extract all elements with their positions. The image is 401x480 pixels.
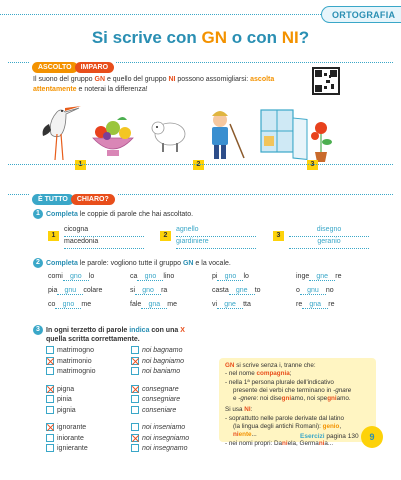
checkbox[interactable] <box>131 444 139 452</box>
picture-1 <box>35 104 145 164</box>
picture-number-1: 1 <box>75 160 86 170</box>
checkbox[interactable] <box>46 406 54 414</box>
exercise-1-instruction: Completa le coppie di parole che hai ascoltato. <box>46 211 194 218</box>
choice-item[interactable]: pinia <box>46 395 72 403</box>
picture-number-3: 3 <box>307 160 318 170</box>
fill-item: o gnu no <box>296 287 334 294</box>
checkbox[interactable] <box>131 367 139 375</box>
choice-item[interactable]: noi bagnamo <box>131 346 182 354</box>
answer-field[interactable]: gne <box>309 273 335 281</box>
choice-item[interactable]: pigna <box>46 385 74 393</box>
fill-item: co gno me <box>48 301 92 308</box>
checkbox[interactable] <box>46 434 54 442</box>
fill-item: pia gnu colare <box>48 287 103 294</box>
checked-checkbox[interactable] <box>131 385 139 393</box>
checkbox[interactable] <box>131 346 139 354</box>
checkbox[interactable] <box>46 395 54 403</box>
page-number: 9 <box>361 426 383 448</box>
choice-item[interactable]: noi insegniamo <box>131 434 189 442</box>
answer-field[interactable]: gna <box>141 301 167 309</box>
ex1-group-3: disegno geranio <box>289 226 369 249</box>
checked-checkbox[interactable] <box>46 423 54 431</box>
choice-item[interactable]: ignorante <box>46 423 86 431</box>
exercises-link[interactable]: Esercizi pagina 130 <box>300 433 359 440</box>
answer-field[interactable]: gno <box>135 287 161 295</box>
fill-item: re gna re <box>296 301 335 308</box>
checkbox[interactable] <box>46 346 54 354</box>
answer-field[interactable]: gnu <box>300 287 326 295</box>
choice-item[interactable]: iniorante <box>46 434 84 442</box>
lamb-and-gardener-icon <box>148 106 248 164</box>
checked-checkbox[interactable] <box>46 385 54 393</box>
fill-item: comi gno lo <box>48 273 95 280</box>
choice-item[interactable]: ignierante <box>46 444 88 452</box>
fill-item: ca gno lino <box>130 273 175 280</box>
exercise-2-instruction: Completa le parole: vogliono tutte il gruppo GN e la vocale. <box>46 260 231 267</box>
choice-item[interactable]: consegniare <box>131 395 180 403</box>
intro-text: Il suono del gruppo GN e quello del gruppo NI possono assomigliarsi: ascolta attentamente e noterai la differenza! <box>33 76 275 93</box>
answer-field[interactable]: gno <box>63 273 89 281</box>
exercise-1-number: 1 <box>33 209 43 219</box>
answer-field[interactable]: gno <box>55 301 81 309</box>
picture-number-2: 2 <box>193 160 204 170</box>
page-title: Si scrive con GN o con NI? <box>91 28 310 47</box>
checkbox[interactable] <box>46 444 54 452</box>
exercise-2-number: 2 <box>33 258 43 268</box>
checkbox[interactable] <box>46 367 54 375</box>
choice-item[interactable]: matrimognio <box>46 367 96 375</box>
answer-field[interactable]: gne <box>229 287 255 295</box>
checkbox[interactable] <box>131 395 139 403</box>
answer-field[interactable]: gna <box>302 301 328 309</box>
checked-checkbox[interactable] <box>46 357 54 365</box>
ex1-group-1: cicogna macedonia <box>64 226 144 249</box>
fill-item: si gno ra <box>130 287 168 294</box>
answer-field[interactable]: gno <box>217 273 243 281</box>
fill-item: casta gne to <box>212 287 261 294</box>
checkbox[interactable] <box>131 423 139 431</box>
choice-item[interactable]: noi bagniamo <box>131 357 184 365</box>
picture-2 <box>148 106 248 164</box>
pictures-divider <box>8 164 393 165</box>
picture-3 <box>255 106 365 164</box>
checked-checkbox[interactable] <box>131 357 139 365</box>
fill-item: inge gne re <box>296 273 342 280</box>
ex1-group-number: 3 <box>273 231 284 241</box>
answer-field[interactable]: gnu <box>57 287 83 295</box>
stork-and-fruit-bowl-icon <box>35 104 145 164</box>
checked-checkbox[interactable] <box>131 434 139 442</box>
check-label: È TUTTO CHIARO? <box>30 188 117 206</box>
choice-item[interactable]: noi inseniamo <box>131 423 185 431</box>
fill-item: pi gno lo <box>212 273 249 280</box>
ex1-group-2: agnello giardiniere <box>176 226 256 249</box>
ex1-group-number: 2 <box>160 231 171 241</box>
choice-item[interactable]: noi baniamo <box>131 367 180 375</box>
window-and-geranium-icon <box>255 106 365 164</box>
answer-field[interactable]: gno <box>137 273 163 281</box>
choice-item[interactable]: consegnare <box>131 385 179 393</box>
exercise-3-instruction: In ogni terzetto di parole indica con una X quella scritta correttamente. <box>46 327 185 343</box>
fill-item: fale gna me <box>130 301 178 308</box>
choice-item[interactable]: matrimogno <box>46 346 94 354</box>
qr-code-icon[interactable] <box>312 67 340 95</box>
exercise-3-number: 3 <box>33 325 43 335</box>
section-tag: ORTOGRAFIA <box>321 6 401 23</box>
choice-item[interactable]: conseniare <box>131 406 176 414</box>
choice-item[interactable]: matrimonio <box>46 357 92 365</box>
answer-field[interactable]: gne <box>217 301 243 309</box>
rule-box: GN si scrive senza i, tranne che: - nel nome compagnia; - nella 1ª persona plurale dell'indicativo presente dei verbi che terminano in -gnare e -gnere: noi disegniamo, noi spegniamo. Si usa NI: - soprattutto nelle parole derivate dal latino (la lingua degli antichi Romani): genio, niente... - nei nomi propri: Daniela, Germania... <box>219 358 376 442</box>
choice-item[interactable]: noi insegnamo <box>131 444 188 452</box>
ascolto-label: ASCOLTO IMPARO <box>30 56 116 74</box>
choice-item[interactable]: pignia <box>46 406 76 414</box>
ex1-group-number: 1 <box>48 231 59 241</box>
fill-item: vi gne tta <box>212 301 251 308</box>
checkbox[interactable] <box>131 406 139 414</box>
